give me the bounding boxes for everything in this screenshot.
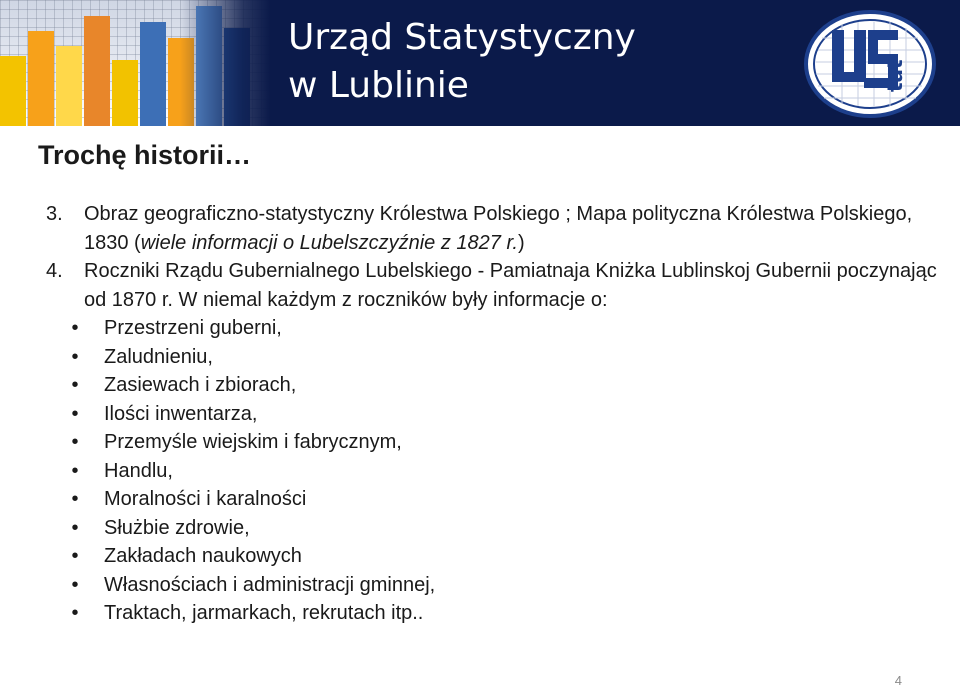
list-item (46, 257, 946, 314)
bar-decor (0, 56, 26, 126)
bullet-text: Ilości inwentarza, (104, 402, 258, 425)
bullet-text: Własnościach i administracji gminnej, (104, 573, 436, 596)
item-text-after: ) (517, 231, 525, 254)
bullet-text: Zaludnieniu, (104, 345, 213, 368)
bullet-icon (46, 428, 104, 457)
bullet-item (46, 571, 946, 600)
bullet-icon (46, 514, 104, 543)
bullet-item (46, 314, 946, 343)
bullet-list (46, 314, 946, 628)
bullet-icon (46, 571, 104, 600)
bullet-item (46, 428, 946, 457)
bullet-icon (46, 599, 104, 628)
header-title-line2: w Lublinie (288, 65, 469, 106)
bullet-icon (46, 457, 104, 486)
bullet-icon (46, 542, 104, 571)
item-text-plain: Obraz geograficzno-statystyczny Królestwa Polskiego ; Mapa polityczna Królestwa Polskiego, 1830 ( (84, 203, 913, 254)
bullet-item (46, 400, 946, 429)
header-title (288, 14, 636, 110)
bullet-text: Zasiewach i zbiorach, (104, 374, 297, 396)
ustat-logo-icon (802, 8, 938, 120)
bullet-item (46, 371, 946, 400)
bar-decor (140, 22, 166, 126)
bar-fade (180, 0, 270, 126)
svg-text:tat: tat (883, 59, 907, 92)
bullet-text: Przestrzeni guberni, (104, 317, 282, 339)
bullet-item (46, 599, 946, 628)
page-number: 4 (894, 673, 902, 688)
bar-decor (84, 16, 110, 126)
list-item (46, 200, 946, 257)
bullet-text: Moralności i karalności (104, 488, 307, 510)
item-number: 4. (46, 260, 63, 282)
header-banner (0, 0, 960, 126)
bullet-text: Zakładach naukowych (104, 545, 302, 567)
item-text (84, 200, 946, 257)
bullet-text: Służbie zdrowie, (104, 516, 250, 539)
bullet-icon (46, 371, 104, 400)
bullet-icon (46, 485, 104, 514)
item-text-italic: wiele informacji o Lubelszczyźnie z 1827 r. (140, 231, 518, 254)
bullet-item (46, 343, 946, 372)
bar-chart-graphic (0, 0, 270, 126)
bullet-item (46, 485, 946, 514)
bullet-item (46, 514, 946, 543)
bullet-text: Handlu, (104, 459, 173, 482)
section-title: Trochę historii… (38, 140, 252, 170)
bullet-item (46, 542, 946, 571)
bar-decor (28, 31, 54, 126)
item-text: Roczniki Rządu Gubernialnego Lubelskiego - Pamiatnaja Kniżka Lublinskoj Gubernii poczynając od 1870 r. W niemal każdym z roczników były informacje o: (84, 260, 937, 311)
bullet-text: Traktach, jarmarkach, rekrutach itp.. (104, 602, 424, 624)
bullet-icon (46, 343, 104, 372)
item-number: 3. (46, 203, 63, 225)
content-body (46, 200, 946, 628)
bar-decor (56, 46, 82, 126)
bullet-text: Przemyśle wiejskim i fabrycznym, (104, 431, 402, 453)
bullet-item (46, 457, 946, 486)
bar-decor (112, 60, 138, 126)
bullet-icon (46, 400, 104, 429)
bullet-icon (46, 314, 104, 343)
header-title-line1: Urząd Statystyczny (288, 17, 636, 58)
